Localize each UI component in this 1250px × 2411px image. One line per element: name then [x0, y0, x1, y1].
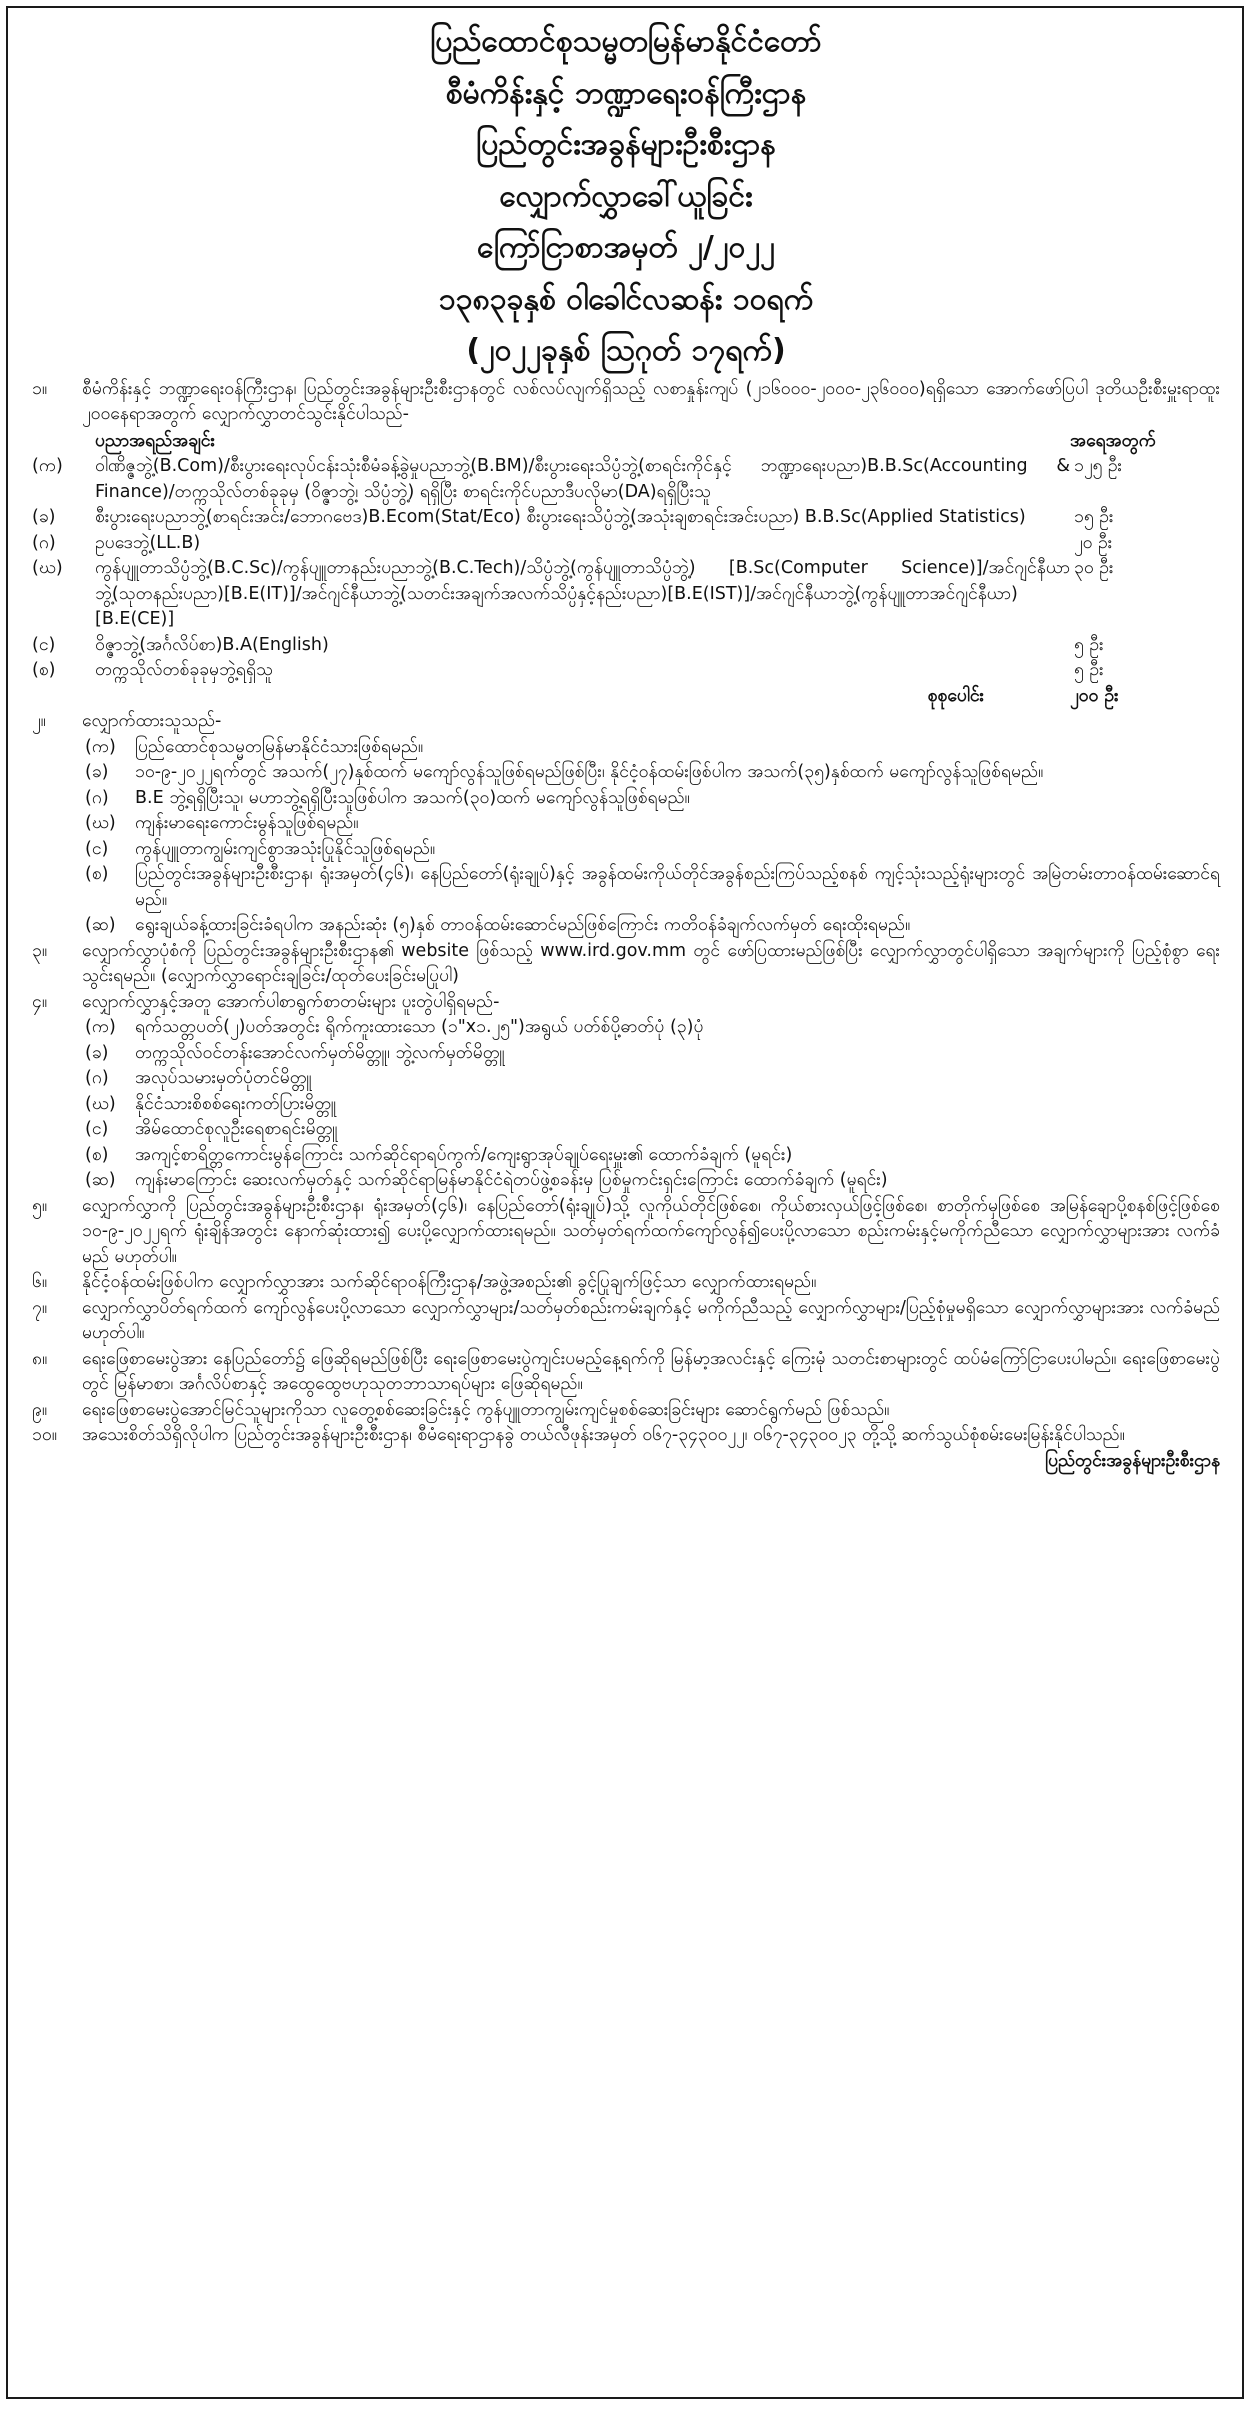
- item-label: (င): [85, 1119, 109, 1139]
- item-text: ၁၀-၉-၂၀၂၂ရက်တွင် အသက်(၂၇)နှစ်ထက် မကျော်လွန်သူဖြစ်ရမည်ဖြစ်ပြီး၊ နိုင်ငံ့ဝန်ထမ်းဖြစ်ပါက အသက်(၃၅)နှစ်ထက် မကျော်လွန်သူဖြစ်ရမည်။: [135, 762, 1044, 782]
- item-text: အိမ်ထောင်စုလူဦးရေစာရင်းမိတ္တူ: [135, 1119, 338, 1139]
- qualification-row: [32, 454, 1220, 505]
- paragraph-6: [32, 1270, 1220, 1296]
- header-ministry: စီမံကိန်းနှင့် ဘဏ္ဍာရေးဝန်ကြီးဌာန: [445, 75, 807, 111]
- item-text: တက္ကသိုလ်ဝင်တန်းအောင်လက်မှတ်မိတ္တူ၊ ဘွဲ့လက်မှတ်မိတ္တူ: [135, 1042, 505, 1063]
- item-label: (ခ): [85, 1042, 109, 1063]
- item-text: ရွေးချယ်ခန့်ထားခြင်းခံရပါက အနည်းဆုံး (၅)နှစ် တာဝန်ထမ်းဆောင်မည်ဖြစ်ကြောင်း ကတိဝန်ခံချက်လက်မှတ် ရေးထိုးရမည်။: [135, 915, 911, 935]
- qualification-total: [32, 684, 1220, 710]
- row-count: ၂၀ ဦး: [1074, 532, 1113, 553]
- paragraph-text: နိုင်ငံ့ဝန်ထမ်းဖြစ်ပါက လျှောက်လွှာအား သက်ဆိုင်ရာဝန်ကြီးဌာန/အဖွဲ့အစည်း၏ ခွင့်ပြုချက်ဖြင့်သာ လျှောက်ထားရမည်။: [82, 1272, 817, 1292]
- item-label: (ဂ): [85, 787, 109, 808]
- row-label: (က): [32, 456, 63, 476]
- item-text: ပြည်တွင်းအခွန်များဦးစီးဌာန၊ ရုံးအမှတ်(၄၆)၊ နေပြည်တော်(ရုံးချုပ်)နှင့် အခွန်ထမ်းကိုယ်တိုင်အခွန်စည်းကြပ်သည့်စနစ် ကျင့်သုံးသည့်ရုံးများတွင် အမြဲတမ်းတာဝန်ထမ်းဆောင်ရမည်။: [135, 864, 1220, 910]
- row-label: (ဃ): [32, 558, 63, 578]
- row-count: ၃၀ ဦး: [1074, 558, 1114, 578]
- paragraph-text: လျှောက်လွှာနှင့်အတူ အောက်ပါစာရွက်စာတမ်းများ ပူးတွဲပါရှိရမည်-: [82, 991, 500, 1012]
- row-count: ၅ ဦး: [1074, 660, 1104, 680]
- paragraph-number: ၁။: [32, 378, 48, 399]
- paragraph-number: ၉။: [32, 1399, 48, 1420]
- paragraph-4: [32, 990, 1220, 1016]
- list-item: [32, 1143, 1220, 1169]
- header-title: လျှောက်လွှာခေါ်ယူခြင်း: [499, 178, 753, 214]
- item-text: ကျန်းမာကြောင်း ဆေးလက်မှတ်နှင့် သက်ဆိုင်ရာမြန်မာနိုင်ငံရဲတပ်ဖွဲ့စခန်းမှ ပြစ်မှုကင်းရှင်းကြောင်း ထောက်ခံချက် (မူရင်း): [135, 1170, 888, 1190]
- announcement-document: [6, 6, 1244, 2399]
- qualification-row: [32, 556, 1220, 633]
- column-qualification: ပညာအရည်အချင်း: [95, 430, 215, 451]
- item-label: (ခ): [85, 762, 109, 782]
- header-myanmar-date: ၁၃၈၃ခုနှစ် ဝါခေါင်လဆန်း ၁၀ရက်: [438, 281, 814, 317]
- paragraph-3: [32, 939, 1220, 990]
- row-label: (ဂ): [32, 532, 56, 553]
- item-text: နိုင်ငံသားစိစစ်ရေးကတ်ပြားမိတ္တူ: [135, 1093, 337, 1114]
- list-item: [32, 913, 1220, 939]
- list-item: [32, 1168, 1220, 1194]
- row-count: ၁၅ ဦး: [1074, 507, 1114, 527]
- row-text: ကွန်ပျူတာသိပ္ပံဘွဲ့(B.C.Sc)/ကွန်ပျူတာနည်းပညာဘွဲ့(B.C.Tech)/သိပ္ပံဘွဲ့(ကွန်ပျူတာသိပ္ပံဘွဲ့) [B.Sc(Computer Science)]/အင်ဂျင်နီယာဘွဲ့(သုတနည်းပညာ)[B.E(IT)]/အင်ဂျင်နီယာဘွဲ့(သတင်းအချက်အလက်သိပ္ပံနှင့်နည်းပညာ)[B.E(IST)]/အင်ဂျင်နီယာဘွဲ့(ကွန်ပျူတာအင်ဂျင်နီယာ)[B.E(CE)]: [95, 558, 1070, 629]
- paragraph-number: ၄။: [32, 991, 48, 1012]
- paragraph-10: [32, 1423, 1220, 1449]
- item-text: အကျင့်စာရိတ္တကောင်းမွန်ကြောင်း သက်ဆိုင်ရာရပ်ကွက်/ကျေးရွာအုပ်ချုပ်ရေးမှူး၏ ထောက်ခံချက် (မူရင်း): [135, 1144, 793, 1165]
- row-count: ၁၂၅ ဦး: [1074, 456, 1122, 476]
- item-label: (ဃ): [85, 1093, 116, 1114]
- paragraph-2: [32, 709, 1220, 735]
- paragraph-text: လျှောက်လွှာပုံစံကို ပြည်တွင်းအခွန်များဦးစီးဌာန၏ website ဖြစ်သည့် www.ird.gov.mm တွင် ဖော်ပြထားမည်ဖြစ်ပြီး လျှောက်လွှာတွင်ပါရှိသော အချက်များကို ပြည့်စုံစွာ ရေးသွင်းရမည်။ (လျှောက်လွှာရောင်းချခြင်း/ထုတ်ပေးခြင်းမပြုပါ): [82, 940, 1220, 986]
- list-item: [32, 1041, 1220, 1067]
- row-text: ဝါဏိဇ္ဇဘွဲ့(B.Com)/စီးပွားရေးလုပ်ငန်းသုံးစီမံခန့်ခွဲမှုပညာဘွဲ့(B.BM)/စီးပွားရေးသိပ္ပံဘွဲ့(စာရင်းကိုင်နှင့် ဘဏ္ဍာရေးပညာ)B.B.Sc(Accounting & Finance)/တက္ကသိုလ်တစ်ခုခုမှ (ဝိဇ္ဇာဘွဲ့၊ သိပ္ပံဘွဲ့) ရရှိပြီး စာရင်းကိုင်ပညာဒီပလိုမာ(DA)ရရှိပြီးသူ: [95, 456, 1070, 502]
- paragraph-number: ၅။: [32, 1195, 48, 1216]
- list-item: [32, 1092, 1220, 1118]
- total-value: ၂၀၀ ဦး: [1070, 685, 1119, 706]
- header-announcement-number: ကြော်ငြာစာအမှတ် ၂/၂၀၂၂: [477, 230, 775, 265]
- paragraph-number: ၇။: [32, 1297, 48, 1318]
- item-text: B.E ဘွဲ့ရရှိပြီးသူ၊ မဟာဘွဲ့ရရှိပြီးသူဖြစ်ပါက အသက်(၃၀)ထက် မကျော်လွန်သူဖြစ်ရမည်။: [135, 787, 690, 808]
- row-text: ဥပဒေဘွဲ့(LL.B): [95, 532, 201, 553]
- list-item: [32, 862, 1220, 913]
- list-item: [32, 1015, 1220, 1041]
- paragraph-text: စီမံကိန်းနှင့် ဘဏ္ဍာရေးဝန်ကြီးဌာန၊ ပြည်တွင်းအခွန်များဦးစီးဌာနတွင် လစ်လပ်လျက်ရှိသည့် လစာနှုန်းကျပ် (၂၁၆၀၀၀-၂၀၀၀-၂၃၆၀၀၀)ရရှိသော အောက်ဖော်ပြပါ ဒုတိယဦးစီးမှူးရာထူး ၂၀၀နေရာအတွက် လျှောက်လွှာတင်သွင်းနိုင်ပါသည်-: [82, 378, 1220, 424]
- paragraph-8: [32, 1347, 1220, 1398]
- announcement-header: [32, 16, 1220, 377]
- row-text: စီးပွားရေးပညာဘွဲ့(စာရင်းအင်း/ဘောဂဗေဒ)B.Ecom(Stat/Eco) စီးပွားရေးသိပ္ပံဘွဲ့(အသုံးချစာရင်းအင်းပညာ) B.B.Sc(Applied Statistics): [95, 507, 1026, 527]
- item-label: (စ): [85, 1144, 109, 1165]
- qualification-table: [32, 454, 1220, 684]
- paragraph-text: အသေးစိတ်သိရှိလိုပါက ပြည်တွင်းအခွန်များဦးစီးဌာန၊ စီမံရေးရာဌာနခွဲ တယ်လီဖုန်းအမှတ် ၀၆၇-၃၄၃၀၀၂၂၊ ၀၆၇-၃၄၃၀၀၂၃ တို့သို့ ဆက်သွယ်စုံစမ်းမေးမြန်းနိုင်ပါသည်။: [82, 1425, 1125, 1445]
- item-label: (ဃ): [85, 813, 116, 833]
- row-label: (စ): [32, 660, 56, 680]
- list-item: [32, 1117, 1220, 1143]
- paragraph-1: [32, 377, 1220, 428]
- paragraph-text: လျှောက်ထားသူသည်-: [82, 711, 222, 731]
- list-item: [32, 760, 1220, 786]
- header-gregorian-date: (၂၀၂၂ခုနှစ် ဩဂုတ် ၁၇ရက်): [466, 333, 786, 368]
- paragraph-number: ၈။: [32, 1348, 48, 1369]
- paragraph-number: ၂။: [32, 711, 46, 731]
- item-text: ကျန်းမာရေးကောင်းမွန်သူဖြစ်ရမည်။: [135, 813, 359, 833]
- item-label: (က): [85, 1017, 116, 1037]
- item-text: ကွန်ပျူတာကျွမ်းကျင်စွာအသုံးပြုနိုင်သူဖြစ်ရမည်။: [135, 838, 436, 859]
- item-text: အလုပ်သမားမှတ်ပုံတင်မိတ္တူ: [135, 1068, 312, 1088]
- paragraph-number: ၆။: [32, 1272, 48, 1292]
- list-item: [32, 786, 1220, 812]
- item-label: (က): [85, 736, 116, 757]
- row-text: တက္ကသိုလ်တစ်ခုခုမှဘွဲ့ရရှိသူ: [95, 660, 273, 680]
- header-department: ပြည်တွင်းအခွန်များဦးစီးဌာန: [476, 127, 776, 162]
- item-text: ပြည်ထောင်စုသမ္မတမြန်မာနိုင်ငံသားဖြစ်ရမည်။: [135, 736, 424, 757]
- qualification-row: [32, 505, 1220, 531]
- paragraph-7: [32, 1296, 1220, 1347]
- list-item: [32, 735, 1220, 761]
- item-label: (ဆ): [85, 1170, 116, 1190]
- signature-line: [32, 1449, 1220, 1475]
- paragraph-text: လျှောက်လွှာကို ပြည်တွင်းအခွန်များဦးစီးဌာန၊ ရုံးအမှတ်(၄၆)၊ နေပြည်တော်(ရုံးချုပ်)သို့ လူကိုယ်တိုင်ဖြစ်စေ၊ ကိုယ်စားလှယ်ဖြင့်ဖြစ်စေ၊ စာတိုက်မှဖြစ်စေ အမြန်ချောပို့စနစ်ဖြင့်ဖြစ်စေ ၁၀-၉-၂၀၂၂ရက် ရုံးချိန်အတွင်း နောက်ဆုံးထား၍ ပေးပို့လျှောက်ထားရမည်။ သတ်မှတ်ရက်ထက်ကျော်လွန်၍ပေးပို့လာသော စည်းကမ်းနှင့်မကိုက်ညီသော လျှောက်လွှာများအား လက်ခံမည် မဟုတ်ပါ။: [82, 1195, 1220, 1267]
- header-country-name: ပြည်ထောင်စုသမ္မတမြန်မာနိုင်ငံတော်: [430, 24, 822, 59]
- paragraph-text: ရေးဖြေစာမေးပွဲအောင်မြင်သူများကိုသာ လူတွေ့စစ်ဆေးခြင်းနှင့် ကွန်ပျူတာကျွမ်းကျင်မှုစစ်ဆေးခြင်းများ ဆောင်ရွက်မည် ဖြစ်သည်။: [82, 1399, 890, 1420]
- paragraph-text: လျှောက်လွှာပိတ်ရက်ထက် ကျော်လွန်ပေးပို့လာသော လျှောက်လွှာများ/သတ်မှတ်စည်းကမ်းချက်နှင့် မကိုက်ညီသည့် လျှောက်လွှာများ/ပြည့်စုံမှုမရှိသော လျှောက်လွှာများအား လက်ခံမည်မဟုတ်ပါ။: [82, 1297, 1220, 1343]
- paragraph-text: ရေးဖြေစာမေးပွဲအား နေပြည်တော်၌ ဖြေဆိုရမည်ဖြစ်ပြီး ရေးဖြေစာမေးပွဲကျင်းပမည့်နေ့ရက်ကို မြန်မာ့အလင်းနှင့် ကြေးမုံ သတင်းစာများတွင် ထပ်မံကြော်ငြာပေးပါမည်။ ရေးဖြေစာမေးပွဲတွင် မြန်မာစာ၊ အင်္ဂလိပ်စာနှင့် အထွေထွေဗဟုသုတဘာသာရပ်များ ဖြေဆိုရမည်။: [82, 1348, 1220, 1394]
- total-label: စုစုပေါင်း: [927, 685, 984, 706]
- row-label: (င): [32, 634, 56, 655]
- paragraph-number: ၁၀။: [32, 1425, 57, 1445]
- list-item: [32, 1066, 1220, 1092]
- qualification-row: [32, 658, 1220, 684]
- item-label: (င): [85, 838, 109, 859]
- item-label: (ဂ): [85, 1068, 109, 1088]
- qualification-row: [32, 633, 1220, 659]
- qualification-table-header: [32, 429, 1220, 455]
- item-label: (စ): [85, 864, 109, 884]
- paragraph-5: [32, 1194, 1220, 1271]
- paragraph-9: [32, 1398, 1220, 1424]
- qualification-row: [32, 531, 1220, 557]
- item-text: ရက်သတ္တပတ်(၂)ပတ်အတွင်း ရိုက်ကူးထားသော (၁"x၁.၂၅")အရွယ် ပတ်စ်ပို့ဓာတ်ပုံ (၃)ပုံ: [135, 1017, 704, 1037]
- row-count: ၅ ဦး: [1074, 634, 1104, 655]
- list-item: [32, 811, 1220, 837]
- row-text: ဝိဇ္ဇာဘွဲ့(အင်္ဂလိပ်စာ)B.A(English): [95, 634, 329, 655]
- column-count: အရေအတွက်: [1070, 430, 1156, 451]
- list-item: [32, 837, 1220, 863]
- signature-department: ပြည်တွင်းအခွန်များဦးစီးဌာန: [1045, 1450, 1220, 1471]
- row-label: (ခ): [32, 507, 56, 527]
- item-label: (ဆ): [85, 915, 116, 935]
- paragraph-number: ၃။: [32, 940, 48, 961]
